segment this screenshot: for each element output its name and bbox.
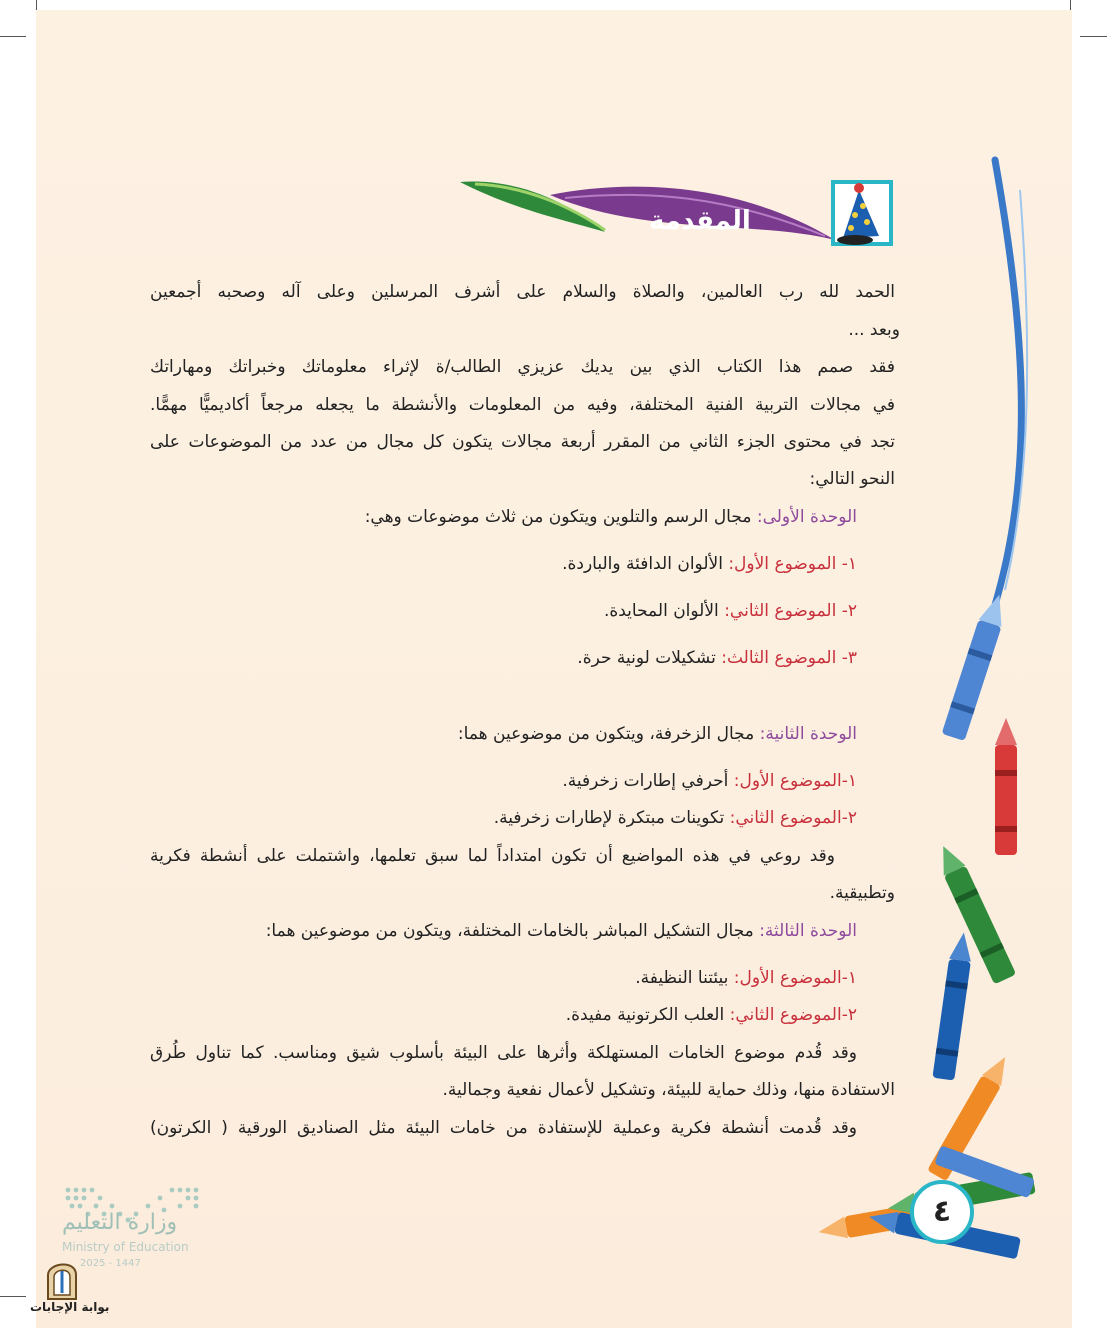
topic-label: ١-الموضوع الأول: (733, 968, 857, 988)
topic-label: ٣- الموضوع الثالث: (721, 648, 857, 668)
unit-heading (266, 916, 857, 946)
ministry-name-en: Ministry of Education (62, 1240, 189, 1254)
paragraph-line: وقد قُدمت أنشطة فكرية وعملية للإستفادة من خامات البيئة مثل الصناديق الورقية ( الكرتون) (150, 1118, 857, 1138)
watermark-logo-icon (36, 1255, 106, 1325)
paragraph-line: النحو التالي: (809, 469, 895, 489)
unit-label: الوحدة الثالثة: (759, 921, 857, 941)
topic-text: العلب الكرتونية مفيدة. (565, 1005, 730, 1025)
paragraph-line: في مجالات التربية الفنية المختلفة، وفيه من المعلومات والأنشطة ما يجعله مرجعاً أكاديميًّا مهمًّا. (150, 395, 895, 415)
topic-text: الألوان المحايدة. (603, 601, 725, 621)
topic-text: الألوان الدافئة والباردة. (562, 554, 729, 574)
topic-label: ٢-الموضوع الثاني: (729, 808, 857, 828)
topic-text: بيئتنا النظيفة. (635, 968, 734, 988)
paragraph-line: وتطبيقية. (829, 883, 895, 903)
paragraph-line: تجد في محتوى الجزء الثاني من المقرر أربعة مجالات يتكون كل مجال من عدد من الموضوعات على (150, 432, 895, 452)
page-number: ٤ (910, 1180, 974, 1244)
crop-mark (0, 36, 26, 37)
unit-text: مجال الرسم والتلوين ويتكون من ثلاث موضوعات وهي: (364, 507, 757, 527)
crop-mark (0, 1296, 26, 1297)
unit-heading (365, 502, 857, 532)
crop-mark (1080, 36, 1107, 37)
paragraph-line: وبعد ... (848, 320, 900, 340)
topic-text: تكوينات مبتكرة لإطارات زخرفية. (493, 808, 730, 828)
topic-label: ٢- الموضوع الثاني: (724, 601, 857, 621)
unit-label: الوحدة الثانية: (759, 724, 857, 744)
ministry-year: 2025 - 1447 (80, 1258, 141, 1269)
paragraph-line: وقد روعي في هذه المواضيع أن تكون امتداداً لما سبق تعلمها، واشتملت على أنشطة فكرية (150, 846, 835, 866)
paragraph-line: فقد صمم هذا الكتاب الذي بين يديك عزيزي الطالب/ة لإثراء معلوماتك وخبراتك ومهاراتك (150, 357, 895, 377)
unit-label: الوحدة الأولى: (756, 507, 857, 527)
watermark-text: بوابة الإجابات (30, 1300, 110, 1314)
topic-label: ٢-الموضوع الثاني: (729, 1005, 857, 1025)
topic-label: ١-الموضوع الأول: (733, 771, 857, 791)
crayon-decoration (790, 150, 1070, 1290)
paragraph-line: الحمد لله رب العالمين، والصلاة والسلام على أشرف المرسلين وعلى آله وصحبه أجمعين (150, 282, 895, 302)
unit-text: مجال التشكيل المباشر بالخامات المختلفة، ويتكون من موضوعين هما: (265, 921, 760, 941)
topic-text: تشكيلات لونية حرة. (577, 648, 722, 668)
unit-text: مجال الزخرفة، ويتكون من موضوعين هما: (457, 724, 760, 744)
topic-text: أحرفي إطارات زخرفية. (562, 771, 734, 791)
topic-label: ١- الموضوع الأول: (728, 554, 857, 574)
ministry-name-ar: وزارة التعليم (62, 1210, 178, 1235)
paragraph-line: الاستفادة منها، وذلك حماية للبيئة، وتشكيل لأعمال نفعية وجمالية. (442, 1080, 895, 1100)
paragraph-line: وقد قُدم موضوع الخامات المستهلكة وأثرها على البيئة بأسلوب شيق ومناسب. كما تناول طُرق (150, 1043, 857, 1063)
page-title: المقدمة (649, 206, 751, 236)
